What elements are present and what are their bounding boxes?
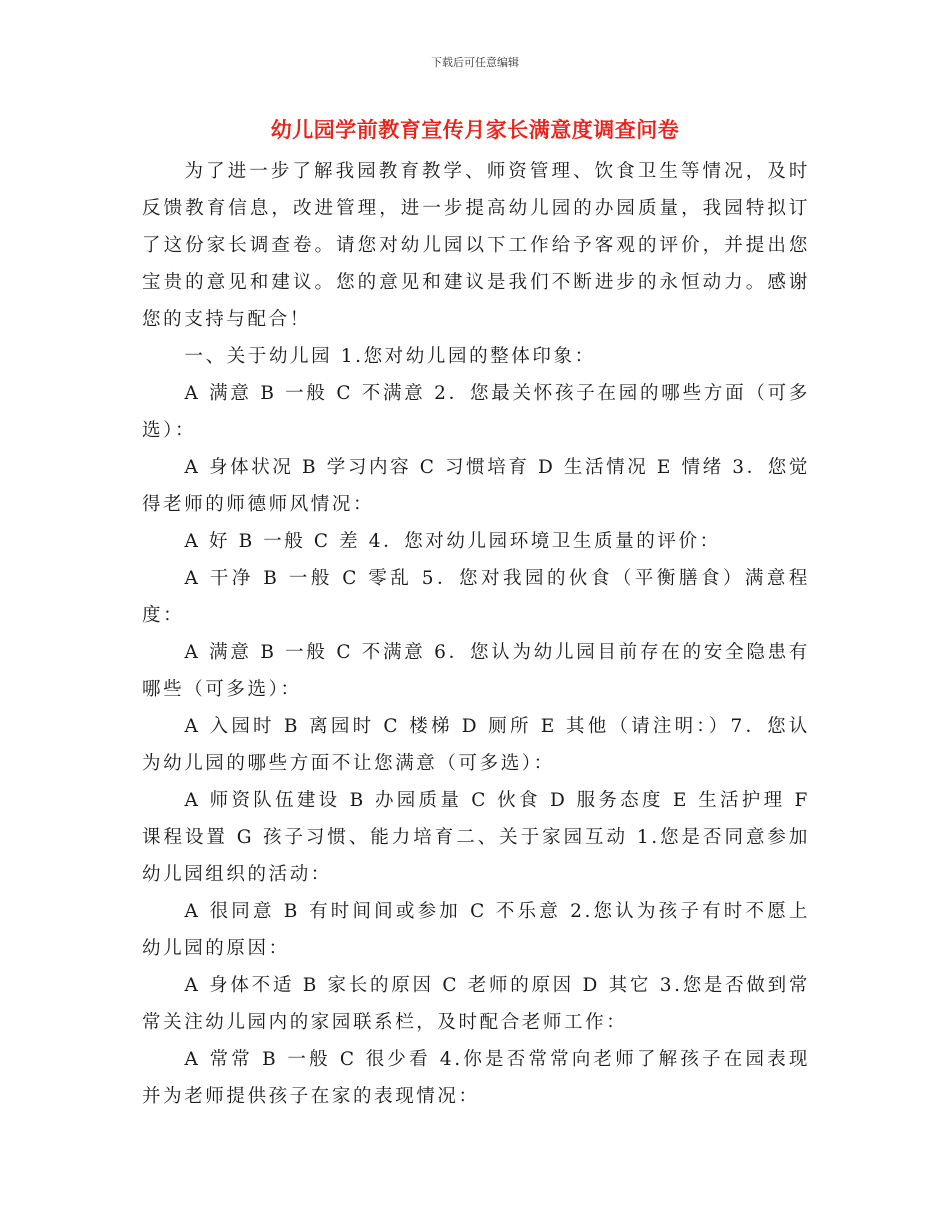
header-note: 下载后可任意编辑	[431, 56, 519, 69]
question-paragraph: A 很同意 B 有时间间或参加 C 不乐意 2.您认为孩子有时不愿上幼儿园的原因：	[142, 901, 810, 959]
question-paragraph: A 师资队伍建设 B 办园质量 C 伙食 D 服务态度 E 生活护理 F 课程设置 G 孩子习惯、能力培育二、关于家园互动 1.您是否同意参加幼儿园组织的活动：	[142, 790, 810, 885]
question-paragraph: A 身体状况 B 学习内容 C 习惯培育 D 生活情况 E 情绪 3．您觉得老师的师德师风情况：	[142, 457, 810, 515]
question-paragraph: A 好 B 一般 C 差 4．您对幼儿园环境卫生质量的评价：	[184, 531, 721, 552]
question-paragraph: 一、关于幼儿园 1.您对幼儿园的整体印象：	[184, 346, 596, 367]
question-paragraph: A 干净 B 一般 C 零乱 5．您对我园的伙食（平衡膳食）满意程度：	[142, 568, 810, 626]
intro-paragraph: 为了进一步了解我园教育教学、师资管理、饮食卫生等情况，及时反馈教育信息，改进管理，进一步提高幼儿园的办园质量，我园特拟订了这份家长调查卷。请您对幼儿园以下工作给予客观的评价，并提出您宝贵的意见和建议。您的意见和建议是我们不断进步的永恒动力。感谢您的支持与配合！	[142, 161, 810, 330]
document-title: 幼儿园学前教育宣传月家长满意度调查问卷	[270, 117, 680, 142]
question-paragraph: A 满意 B 一般 C 不满意 2．您最关怀孩子在园的哪些方面（可多选）：	[142, 383, 810, 441]
question-paragraph: A 常常 B 一般 C 很少看 4.你是否常常向老师了解孩子在园表现并为老师提供孩子在家的表现情况：	[142, 1049, 810, 1107]
question-paragraph: A 满意 B 一般 C 不满意 6．您认为幼儿园目前存在的安全隐患有哪些（可多选）：	[142, 642, 810, 700]
question-paragraph: A 入园时 B 离园时 C 楼梯 D 厕所 E 其他（请注明：）7．您认为幼儿园的哪些方面不让您满意（可多选）：	[142, 716, 810, 774]
question-paragraph: A 身体不适 B 家长的原因 C 老师的原因 D 其它 3.您是否做到常常关注幼儿园内的家园联系栏，及时配合老师工作：	[142, 975, 810, 1033]
document-body	[142, 153, 810, 1115]
